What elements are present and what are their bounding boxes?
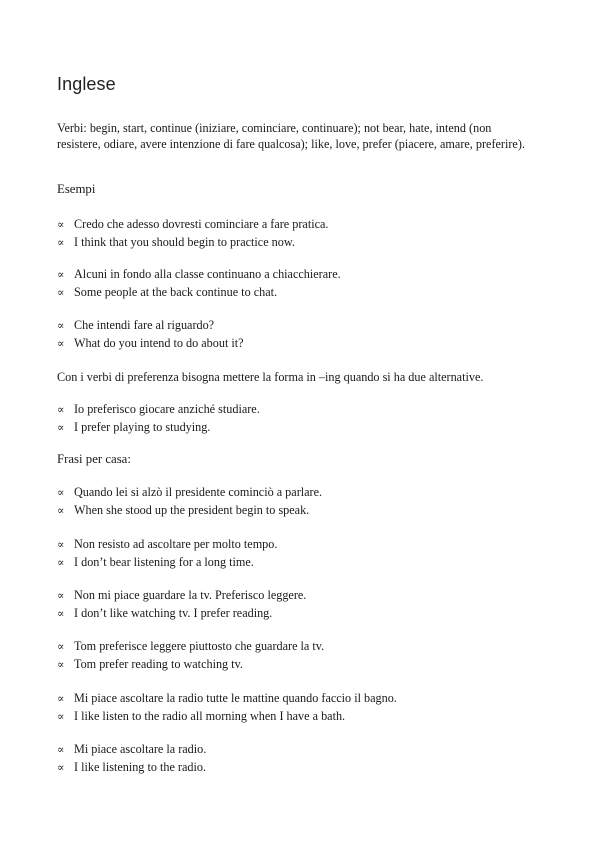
- homework-pair-5: [57, 690, 557, 725]
- list-item: ∝ When she stood up the president begin to speak.: [57, 502, 310, 517]
- list-item: ∝ Mi piace ascoltare la radio tutte le mattine quando faccio il bagno.: [57, 691, 397, 705]
- example-pair-1: [57, 216, 557, 251]
- bullet-icon: ∝: [57, 657, 65, 671]
- list-item: ∝ Che intendi fare al riguardo?: [57, 318, 215, 332]
- homework-pair-6: [57, 741, 557, 776]
- bullet-icon: ∝: [57, 285, 65, 299]
- list-item: ∝ I like listening to the radio.: [57, 759, 207, 774]
- homework-heading: Frasi per casa:: [57, 452, 131, 466]
- intro-text: : begin, start, continue (iniziare, cominciare, continuare); not bear, hate, intend (non resistere, odiare, avere intenzione di fare qualcosa); like, love, prefer (piacere, amare, preferire).: [57, 121, 525, 151]
- list-item: ∝ Some people at the back continue to chat.: [57, 284, 278, 299]
- bullet-icon: ∝: [57, 709, 65, 723]
- list-item: ∝ I don’t bear listening for a long time.: [57, 554, 254, 569]
- intro-label: Verbi: [57, 121, 84, 135]
- bullet-icon: ∝: [57, 235, 65, 249]
- example-pair-3: [57, 317, 557, 352]
- homework-pair-2: [57, 536, 557, 571]
- list-item: ∝ Tom preferisce leggere piuttosto che guardare la tv.: [57, 639, 325, 653]
- page-title: Inglese: [57, 74, 116, 94]
- list-item: ∝ Io preferisco giocare anziché studiare.: [57, 402, 260, 416]
- list-item: ∝ Non resisto ad ascoltare per molto tempo.: [57, 537, 278, 551]
- bullet-icon: ∝: [57, 503, 65, 517]
- bullet-icon: ∝: [57, 336, 65, 350]
- bullet-icon: ∝: [57, 692, 65, 705]
- homework-pair-1: [57, 484, 557, 519]
- bullet-icon: ∝: [57, 268, 65, 281]
- bullet-icon: ∝: [57, 420, 65, 434]
- bullet-icon: ∝: [57, 760, 65, 774]
- homework-pair-4: [57, 638, 557, 673]
- bullet-icon: ∝: [57, 319, 65, 332]
- list-item: ∝ I don’t like watching tv. I prefer reading.: [57, 605, 273, 620]
- intro-paragraph: [57, 120, 537, 152]
- list-item: ∝ Alcuni in fondo alla classe continuano a chiacchierare.: [57, 267, 341, 281]
- preference-example: [57, 401, 557, 436]
- bullet-icon: ∝: [57, 606, 65, 620]
- list-item: ∝ Quando lei si alzò il presidente cominciò a parlare.: [57, 485, 323, 499]
- list-item: ∝ Non mi piace guardare la tv. Preferisco leggere.: [57, 588, 307, 602]
- bullet-icon: ∝: [57, 218, 65, 231]
- list-item: ∝ Tom prefer reading to watching tv.: [57, 656, 243, 671]
- bullet-icon: ∝: [57, 555, 65, 569]
- bullet-icon: ∝: [57, 403, 65, 416]
- bullet-icon: ∝: [57, 589, 65, 602]
- bullet-icon: ∝: [57, 486, 65, 499]
- list-item: ∝ I think that you should begin to practice now.: [57, 234, 295, 249]
- preference-note: Con i verbi di preferenza bisogna mettere la forma in –ing quando si ha due alternative.: [57, 370, 484, 384]
- list-item: ∝ What do you intend to do about it?: [57, 335, 244, 350]
- list-item: ∝ I like listen to the radio all morning when I have a bath.: [57, 708, 346, 723]
- list-item: ∝ Mi piace ascoltare la radio.: [57, 742, 207, 756]
- bullet-icon: ∝: [57, 640, 65, 653]
- example-pair-2: [57, 266, 557, 301]
- bullet-icon: ∝: [57, 538, 65, 551]
- bullet-icon: ∝: [57, 743, 65, 756]
- list-item: ∝ Credo che adesso dovresti cominciare a fare pratica.: [57, 217, 329, 231]
- list-item: ∝ I prefer playing to studying.: [57, 419, 211, 434]
- examples-heading: Esempi: [57, 182, 96, 196]
- homework-pair-3: [57, 587, 557, 622]
